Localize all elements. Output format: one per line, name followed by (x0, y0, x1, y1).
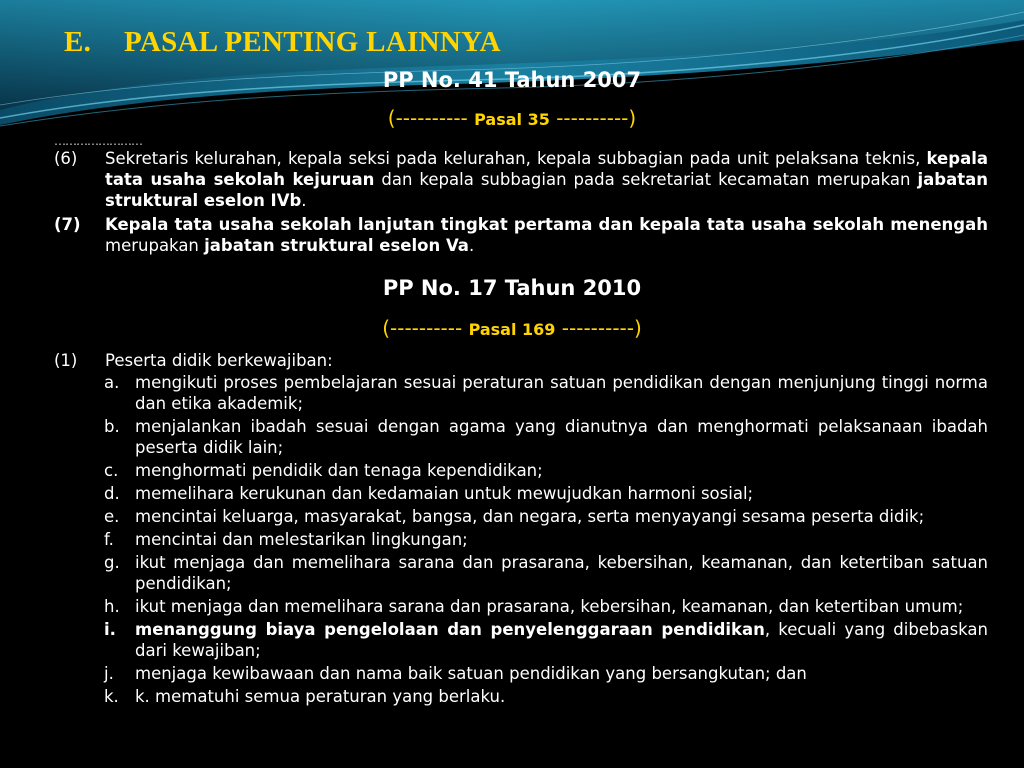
item-text: mencintai dan melestarikan lingkungan; (135, 530, 468, 549)
obligations-list (104, 372, 988, 709)
list-item-e (104, 506, 988, 527)
item-text: mengikuti proses pembelajaran sesuai peraturan satuan pendidikan dengan menjunjung tinggi norma dan etika akademik; (135, 373, 988, 413)
paragraph-1-body: Peserta didik berkewajiban: (105, 351, 333, 370)
item-letter: d. (104, 484, 120, 503)
item-letter: f. (104, 530, 114, 549)
item-letter: b. (104, 417, 120, 436)
paragraph-1 (54, 350, 988, 371)
paragraph-1-marker: (1) (54, 351, 78, 370)
pasal-suffix: ----------) (556, 106, 637, 130)
title-number: E. (64, 26, 92, 58)
list-item-b (104, 416, 988, 458)
list-item-f (104, 529, 988, 550)
item-text: memelihara kerukunan dan kedamaian untuk mewujudkan harmoni sosial; (135, 484, 754, 503)
item-letter: a. (104, 373, 120, 392)
pasal-169-line (0, 316, 1024, 340)
p6-bold-1: kepala tata usaha sekolah kejuruan (105, 149, 988, 189)
pasal-suffix: ----------) (561, 316, 642, 340)
p7-text-1: merupakan (105, 236, 205, 255)
p6-text-3: . (301, 191, 307, 210)
item-letter: h. (104, 597, 120, 616)
list-item-j (104, 663, 988, 684)
paragraph-7 (54, 214, 988, 256)
pasal-169-label: Pasal 169 (468, 320, 556, 339)
pasal-35-label: Pasal 35 (474, 110, 550, 129)
slide-title (64, 26, 501, 59)
list-item-a (104, 372, 988, 414)
pp-heading-2007: PP No. 41 Tahun 2007 (382, 68, 642, 92)
p7-bold-1: Kepala tata usaha sekolah lanjutan tingkat pertama dan kepala tata usaha sekolah menengah (105, 215, 988, 234)
item-text (135, 619, 988, 661)
item-text: mencintai keluarga, masyarakat, bangsa, dan negara, serta menyayangi sesama peserta didik; (135, 507, 925, 526)
list-item-k (104, 686, 988, 707)
p7-text-2: . (468, 236, 475, 255)
list-item-c (104, 460, 988, 481)
item-i-rest: , kecuali yang dibebaskan dari kewajiban; (135, 620, 988, 660)
paragraph-6 (54, 148, 988, 211)
ellipsis-dots: …………………… (54, 134, 142, 148)
list-item-g (104, 552, 988, 594)
list-item-i (104, 619, 988, 661)
item-letter: k. (104, 687, 119, 706)
item-text: ikut menjaga dan memelihara sarana dan prasarana, kebersihan, keamanan, dan ketertiban umum; (135, 597, 964, 616)
item-letter: i. (104, 620, 116, 639)
list-item-d (104, 483, 988, 504)
p6-text-2: dan kepala subbagian pada sekretariat kecamatan merupakan (374, 170, 918, 189)
item-letter: g. (104, 553, 120, 572)
list-item-h (104, 596, 988, 617)
item-text: menghormati pendidik dan tenaga kependidikan; (135, 461, 543, 480)
pasal-prefix: (---------- (387, 106, 468, 130)
p7-bold-2: jabatan struktural eselon Va (204, 236, 469, 255)
p6-text-1: Sekretaris kelurahan, kepala seksi pada kelurahan, kepala subbagian pada unit pelaksana teknis, (105, 149, 927, 168)
item-letter: j. (104, 664, 114, 683)
title-text: PASAL PENTING LAINNYA (124, 26, 501, 58)
pasal-35-line (0, 106, 1024, 130)
paragraph-7-marker: (7) (54, 215, 81, 234)
item-letter: e. (104, 507, 120, 526)
paragraph-7-body (105, 214, 988, 256)
item-text: k. mematuhi semua peraturan yang berlaku. (135, 687, 506, 706)
item-letter: c. (104, 461, 119, 480)
p6-bold-2: jabatan struktural eselon IVb (105, 170, 988, 210)
item-text: ikut menjaga dan memelihara sarana dan prasarana, kebersihan, keamanan, dan ketertiban satuan pendidikan; (135, 553, 988, 593)
item-i-bold: menanggung biaya pengelolaan dan penyelenggaraan pendidikan (135, 620, 765, 639)
item-text: menjalankan ibadah sesuai dengan agama yang dianutnya dan menghormati pelaksanaan ibadah peserta didik lain; (135, 417, 988, 457)
item-text: menjaga kewibawaan dan nama baik satuan pendidikan yang bersangkutan; dan (135, 664, 807, 683)
pasal-prefix: (---------- (382, 316, 463, 340)
paragraph-6-body (105, 148, 988, 211)
pp-heading-2010: PP No. 17 Tahun 2010 (382, 276, 642, 300)
paragraph-6-marker: (6) (54, 149, 78, 168)
